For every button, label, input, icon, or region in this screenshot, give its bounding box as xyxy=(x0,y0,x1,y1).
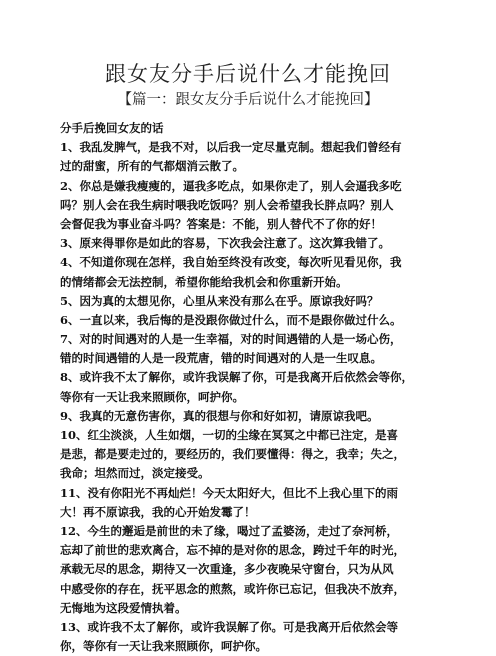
body-line: 7、对的时间遇对的人是一生幸福，对的时间遇错的人是一场心伤， xyxy=(60,332,402,347)
body-line: 2、你总是嫌我瘦瘦的，逼我多吃点，如果你走了，别人会逼我多吃 xyxy=(60,178,402,193)
body-line: 1、我乱发脾气，是我不对，以后我一定尽量克制。想起我们曾经有 xyxy=(60,140,402,155)
body-line: 我命；坦然而过，淡定接受。 xyxy=(60,466,210,481)
body-line: 的情绪都会无法控制，希望你能给我机会和你重新开始。 xyxy=(60,274,348,289)
body-line: 9、我真的无意伤害你，真的很想与你和好如初，请原谅我吧。 xyxy=(60,408,379,423)
body-line: 分手后挽回女友的话 xyxy=(60,121,164,135)
body-line: 大！再不原谅我，我的心开始发霉了！ xyxy=(60,504,256,519)
document-title: 跟女友分手后说什么才能挽回 xyxy=(105,62,391,86)
body-line: 12、今生的邂逅是前世的未了缘，喝过了孟婆汤，走过了奈河桥， xyxy=(60,523,398,538)
body-line: 4、不知道你现在怎样，我自始至终没有改变，每次听见看见你，我 xyxy=(60,255,402,270)
body-line: 13、或许我不太了解你，或许我误解了你。可是我离开后依然会等 xyxy=(60,619,398,634)
body-line: 6、一直以来，我后悔的是没跟你做过什么，而不是跟你做过什么。 xyxy=(60,312,402,327)
body-line: 无悔地为这段爱情执着。 xyxy=(60,600,187,615)
body-line: 10、红尘淡淡，人生如烟，一切的尘缘在冥冥之中都已注定，是喜 xyxy=(60,428,398,442)
body-line: 忘却了前世的悲欢离合，忘不掉的是对你的思念，跨过千年的时光， xyxy=(60,543,405,558)
document-subtitle: 【篇一：跟女友分手后说什么才能挽回】 xyxy=(117,92,379,108)
body-line: 是悲，都是要走过的，要经历的，我们要懂得：得之，我幸；失之， xyxy=(60,447,405,462)
body-line: 过的甜蜜，所有的气都烟消云散了。 xyxy=(60,159,244,174)
body-line: 中感受你的存在，抚平思念的煎熬，或许你已忘记，但我决不放弃， xyxy=(60,581,405,596)
document-body xyxy=(60,119,446,656)
body-line: 你，等你有一天让我来照顾你，呵护你。 xyxy=(60,639,267,654)
body-line: 错的时间遇错的人是一段荒唐，错的时间遇对的人是一生叹息。 xyxy=(60,351,382,366)
body-line: 8、或许我不太了解你，或许我误解了你，可是我离开后依然会等你， xyxy=(60,370,413,385)
body-line: 承载无尽的思念，期待又一次重逢，多少夜晚呆守窗台，只为从风 xyxy=(60,562,394,577)
body-line: 会督促我为事业奋斗吗？答案是：不能，别人替代不了你的好！ xyxy=(60,216,382,231)
body-line: 3、原来得罪你是如此的容易，下次我会注意了。这次算我错了。 xyxy=(60,236,390,251)
body-line: 11、没有你阳光不再灿烂！今天太阳好大，但比不上我心里下的雨 xyxy=(60,485,398,500)
body-line: 吗？别人会在我生病时喂我吃饭吗？别人会希望我长胖点吗？别人 xyxy=(60,197,394,212)
body-line: 等你有一天让我来照顾你，呵护你。 xyxy=(60,389,244,404)
body-line: 5、因为真的太想见你，心里从来没有那么在乎。原谅我好吗？ xyxy=(60,293,379,308)
